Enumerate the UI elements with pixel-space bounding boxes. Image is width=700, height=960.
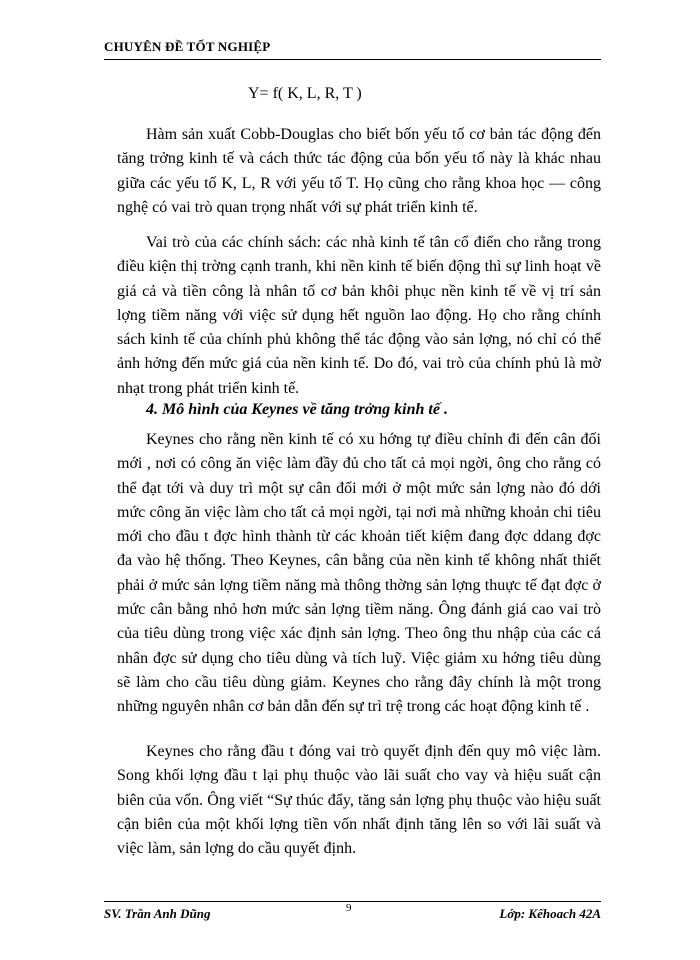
footer-author: SV. Trần Anh Dũng <box>104 906 211 921</box>
paragraph-keynes-investment: Keynes cho rằng đầu t đóng vai trò quyết định đến quy mô việc làm. Song khối lợng đầu t lại phụ thuộc vào lãi suất cho vay và hiệu suất cận biên của vốn. Ông viết “Sự thúc đẩy, tăng sản lợng phụ thuộc vào hiệu suất cận biên của một khối lợng tiền vốn nhất định tăng lên so với lãi suất và việc làm, sản lợng do cầu quyết định. <box>117 743 601 858</box>
section-heading: 4. Mô hình của Keynes về tăng trởng kinh tế . <box>146 401 448 418</box>
paragraph-policy-role: Vai trò của các chính sách: các nhà kinh tế tân cổ điển cho rằng trong điều kiện thị trờng cạnh tranh, khi nền kinh tế biến động thì sự linh hoạt về giá cả và tiền công là nhân tố cơ bản khôi phục nền kinh tế về vị trí sản lợng tiềm năng với việc sử dụng hết nguồn lao động. Họ cho rằng chính sách kinh tế của chính phủ không thể tác động vào sản lợng, nó chỉ có thể ảnh hởng đến mức giá của nền kinh tế. Do đó, vai trò của chính phủ là mờ nhạt trong phát triển kinh tế. <box>117 234 601 397</box>
page-number: 9 <box>346 902 352 914</box>
header-divider <box>104 59 601 60</box>
footer-divider <box>104 901 601 902</box>
production-function-formula: Y= f( K, L, R, T ) <box>248 85 362 102</box>
paragraph-keynes-equilibrium: Keynes cho rằng nền kinh tế có xu hớng tự điều chỉnh đi đến cân đối mới , nơi có công ăn việc làm đầy đủ cho tất cả mọi ngời, ông cho rằng có thể đạt tới và duy trì một sự cân đối mới ở một mức sản lợng nào đó dới mức công ăn việc làm cho tất cả mọi ngời, tại nơi mà những khoản chi tiêu mới cho đầu t đợc hình thành từ các khoản tiết kiệm đang đợc ddang đợc đa vào hệ thống. Theo Keynes, cân bằng của nền kinh tế không nhất thiết phải ở mức sản lợng tiềm năng mà thông thờng sản lợng thuực tế đạt đợc ở mức cân bằng nhỏ hơn mức sản lợng tiềm năng. Ông đánh giá cao vai trò của tiêu dùng trong việc xác định sản lợng. Theo ông thu nhập của các cá nhân đợc sử dụng cho tiêu dùng và tích luỹ. Việc giảm xu hớng tiêu dùng sẽ làm cho cầu tiêu dùng giảm. Keynes cho rằng đây chính là một trong những nguyên nhân cơ bản dẫn đến sự trì trệ trong các hoạt động kinh tế . <box>117 431 601 716</box>
paragraph-cobb-douglas: Hàm sản xuất Cobb-Douglas cho biết bốn yếu tố cơ bản tác động đến tăng trởng kinh tế và cách thức tác động của bốn yếu tố này là khác nhau giữa các yếu tố K, L, R với yếu tố T. Họ cũng cho rằng khoa học — công nghệ có vai trò quan trọng nhất với sự phát triển kinh tế. <box>117 126 601 216</box>
footer-class: Lớp: Kếhoach 42A <box>499 906 601 921</box>
header-title: CHUYÊN ĐỀ TỐT NGHIỆP <box>104 39 271 54</box>
